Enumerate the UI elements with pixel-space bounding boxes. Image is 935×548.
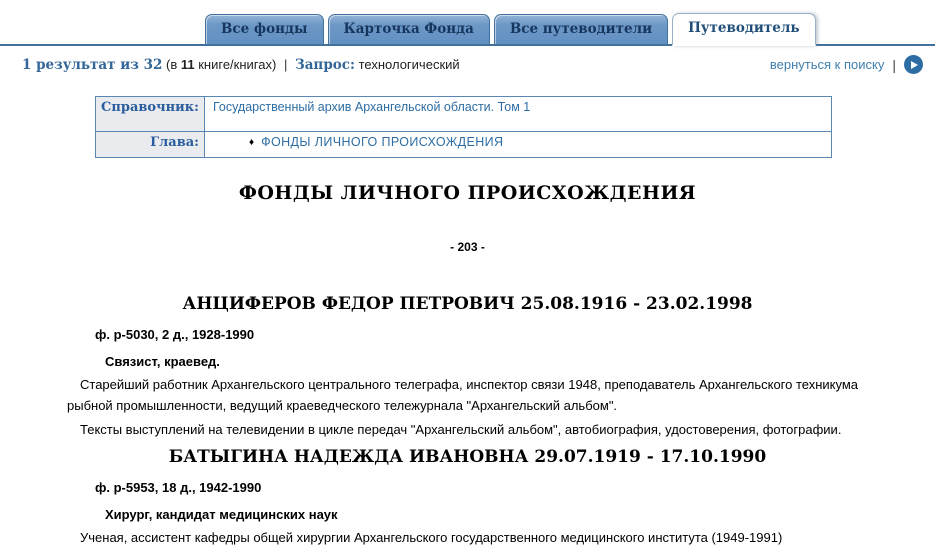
reference-value[interactable]: Государственный архив Архангельской области. Том 1 [204, 97, 831, 132]
entry-paragraph: Ученая, ассистент кафедры общей хирургии Архангельского государственного медицинского института (1949-1991) [80, 529, 783, 545]
books-open: (в [165, 56, 178, 72]
chapter-cell [204, 132, 831, 158]
chapter-label: Глава: [96, 132, 205, 158]
fond-line: ф. р-5953, 18 д., 1942-1990 [95, 479, 262, 495]
tab-fond-card[interactable]: Карточка Фонда [328, 14, 490, 44]
entry-paragraph: Старейший работник Архангельского центрального телеграфа, инспектор связи 1948, преподаватель Архангельского техникума рыбной промышленности, ведущий краеведческого тележурнала "Архангельский альбом". [67, 377, 859, 413]
tab-bar [0, 0, 935, 46]
books-count: 11 [180, 56, 195, 72]
page-number: - 203 - [450, 240, 485, 254]
diamond-bullet-icon: ♦ [248, 137, 255, 148]
query-value: технологический [358, 56, 460, 72]
results-bar [0, 46, 935, 82]
chapter-title: ФОНДЫ ЛИЧНОГО ПРОИСХОЖДЕНИЯ [238, 182, 697, 204]
archive-entry [0, 447, 935, 548]
tab-all-fonds[interactable]: Все фонды [205, 14, 324, 44]
chapter-link[interactable]: ФОНДЫ ЛИЧНОГО ПРОИСХОЖДЕНИЯ [261, 135, 504, 149]
results-count: 1 результат из 32 [22, 56, 163, 73]
tab-guide[interactable]: Путеводитель [672, 13, 815, 46]
archive-entry [0, 294, 935, 441]
info-table [95, 96, 832, 158]
actions-separator: | [892, 56, 896, 73]
table-row-chapter [96, 132, 832, 158]
entry-heading: АНЦИФЕРОВ ФЕДОР ПЕТРОВИЧ 25.08.1916 - 23.02.1998 [182, 294, 753, 314]
fond-line: ф. р-5030, 2 д., 1928-1990 [95, 327, 255, 342]
entry-paragraph: Тексты выступлений на телевидении в цикле передач "Архангельский альбом", автобиография, удостоверения, фотографии. [80, 422, 842, 437]
books-close: книге/книгах) [198, 56, 277, 72]
profession-line: Связист, краевед. [105, 354, 220, 369]
results-separator: | [283, 56, 288, 72]
table-row-reference [96, 97, 832, 132]
play-circle-icon[interactable] [904, 55, 923, 74]
profession-line: Хирург, кандидат медицинских наук [105, 506, 338, 522]
reference-label: Справочник: [96, 97, 205, 132]
query-label: Запрос: [294, 56, 355, 73]
play-triangle-icon [911, 61, 918, 69]
results-actions [770, 55, 923, 74]
results-summary [22, 57, 460, 73]
document-content [0, 182, 935, 548]
entry-heading: БАТЫГИНА НАДЕЖДА ИВАНОВНА 29.07.1919 - 17.10.1990 [168, 446, 767, 467]
back-to-search-link[interactable]: вернуться к поиску [769, 57, 885, 72]
tab-all-guides[interactable]: Все путеводители [494, 14, 668, 44]
